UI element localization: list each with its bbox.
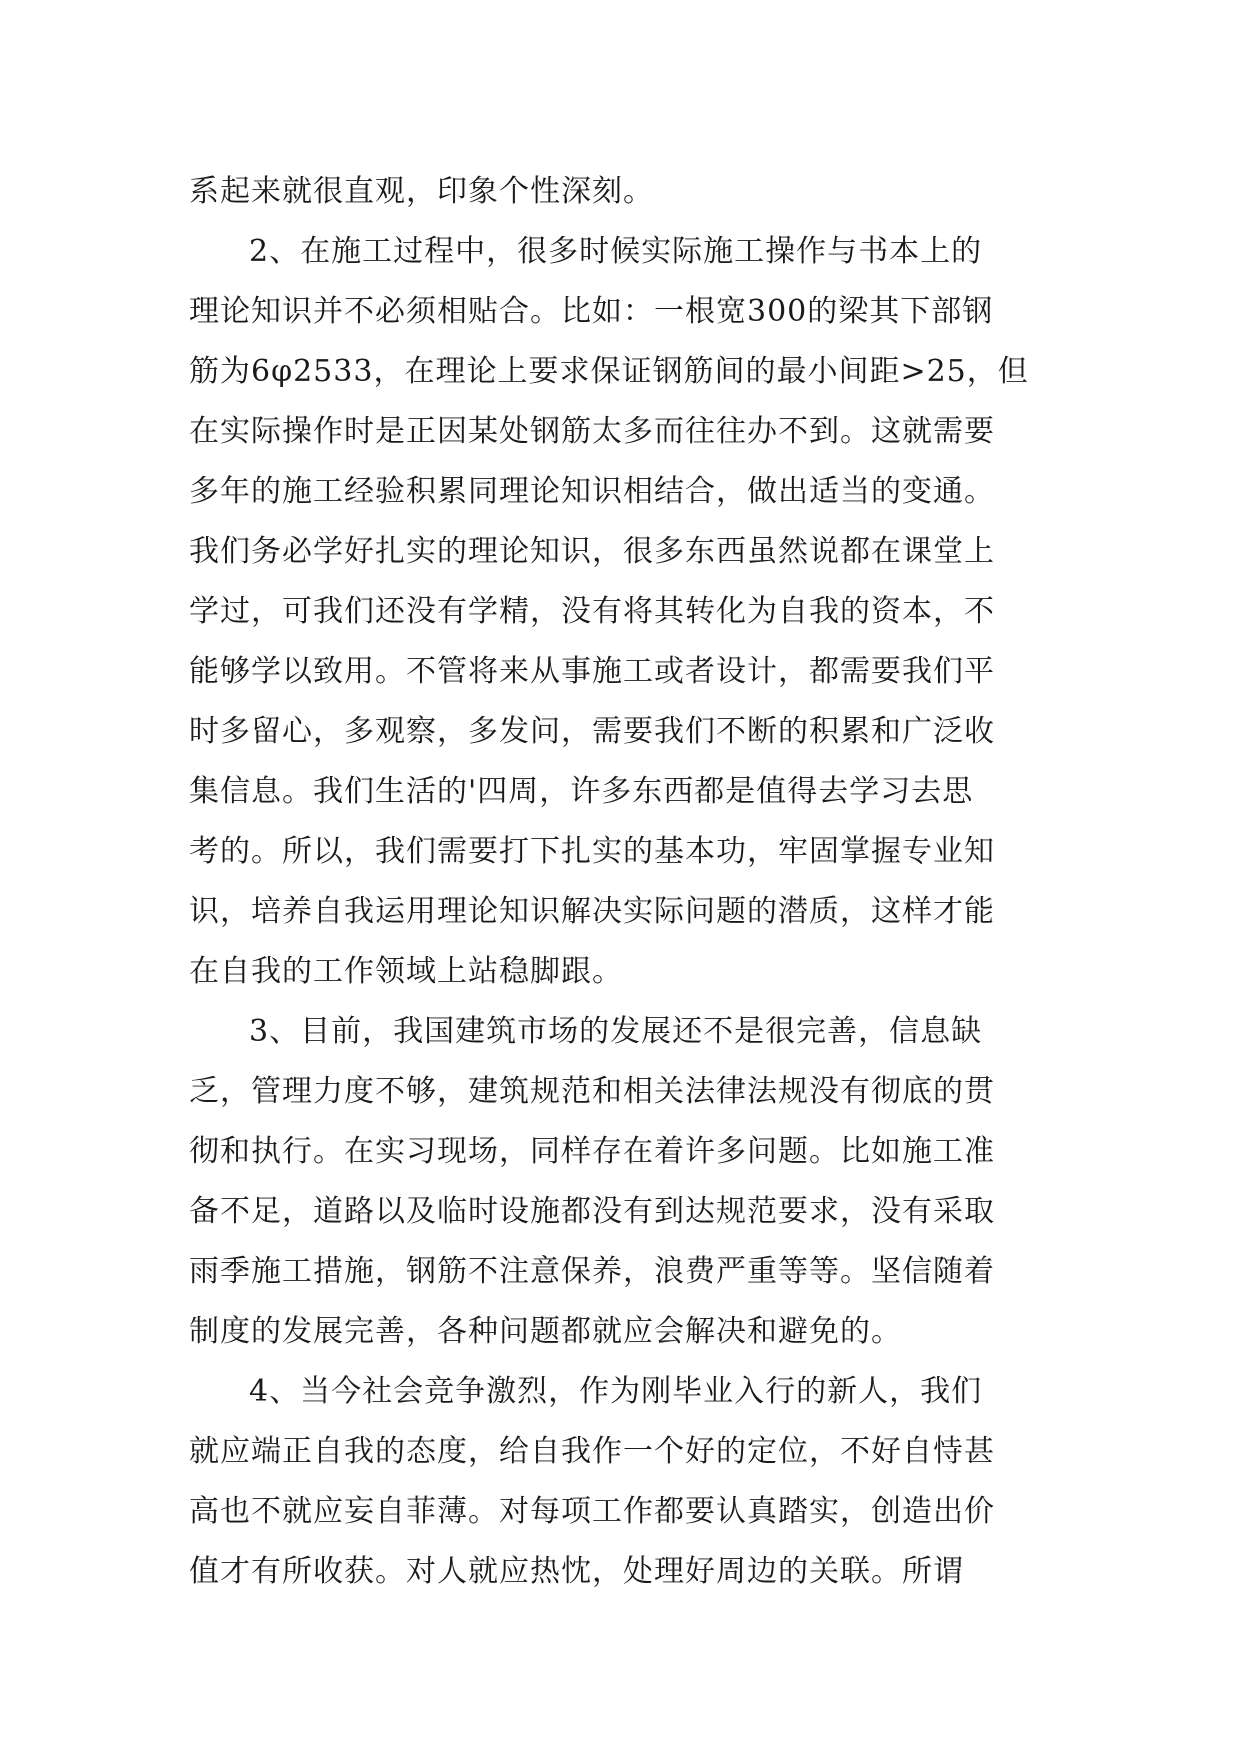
text-line: 理论知识并不必须相贴合。比如：一根宽300的梁其下部钢 [189,294,994,329]
text-line: 乏，管理力度不够，建筑规范和相关法律法规没有彻底的贯 [189,1074,995,1109]
text-line: 值才有所收获。对人就应热忱，处理好周边的关联。所谓 [189,1554,964,1589]
text-line: 时多留心，多观察，多发问，需要我们不断的积累和广泛收 [189,714,995,749]
text-line: 在实际操作时是正因某处钢筋太多而往往办不到。这就需要 [189,414,995,449]
text-line: 我们务必学好扎实的理论知识，很多东西虽然说都在课堂上 [189,534,995,569]
text-line: 彻和执行。在实习现场，同样存在着许多问题。比如施工准 [189,1134,995,1169]
text-line: 考的。所以，我们需要打下扎实的基本功，牢固掌握专业知 [189,834,995,869]
text-line: 学过，可我们还没有学精，没有将其转化为自我的资本，不 [189,594,995,629]
text-line: 识，培养自我运用理论知识解决实际问题的潜质，这样才能 [189,894,995,929]
text-line: 制度的发展完善，各种问题都就应会解决和避免的。 [189,1314,902,1349]
text-line: 备不足，道路以及临时设施都没有到达规范要求，没有采取 [189,1194,995,1229]
text-line: 雨季施工措施，钢筋不注意保养，浪费严重等等。坚信随着 [189,1254,995,1289]
text-line: 系起来就很直观，印象个性深刻。 [189,174,654,209]
text-line: 筋为6φ2533，在理论上要求保证钢筋间的最小间距>25，但 [189,354,1029,389]
text-line: 在自我的工作领域上站稳脚跟。 [189,954,623,989]
body-text [189,162,1069,1602]
paragraph-start-line: 3、目前，我国建筑市场的发展还不是很完善，信息缺 [249,1014,983,1049]
text-line: 多年的施工经验积累同理论知识相结合，做出适当的变通。 [189,474,995,509]
text-line: 就应端正自我的态度，给自我作一个好的定位，不好自恃甚 [189,1434,995,1469]
text-line: 集信息。我们生活的'四周，许多东西都是值得去学习去思 [189,774,974,809]
text-line: 高也不就应妄自菲薄。对每项工作都要认真踏实，创造出价 [189,1494,995,1529]
text-line: 能够学以致用。不管将来从事施工或者设计，都需要我们平 [189,654,995,689]
paragraph-start-line: 4、当今社会竞争激烈，作为刚毕业入行的新人，我们 [249,1374,983,1409]
paragraph-start-line: 2、在施工过程中，很多时候实际施工操作与书本上的 [249,234,983,269]
